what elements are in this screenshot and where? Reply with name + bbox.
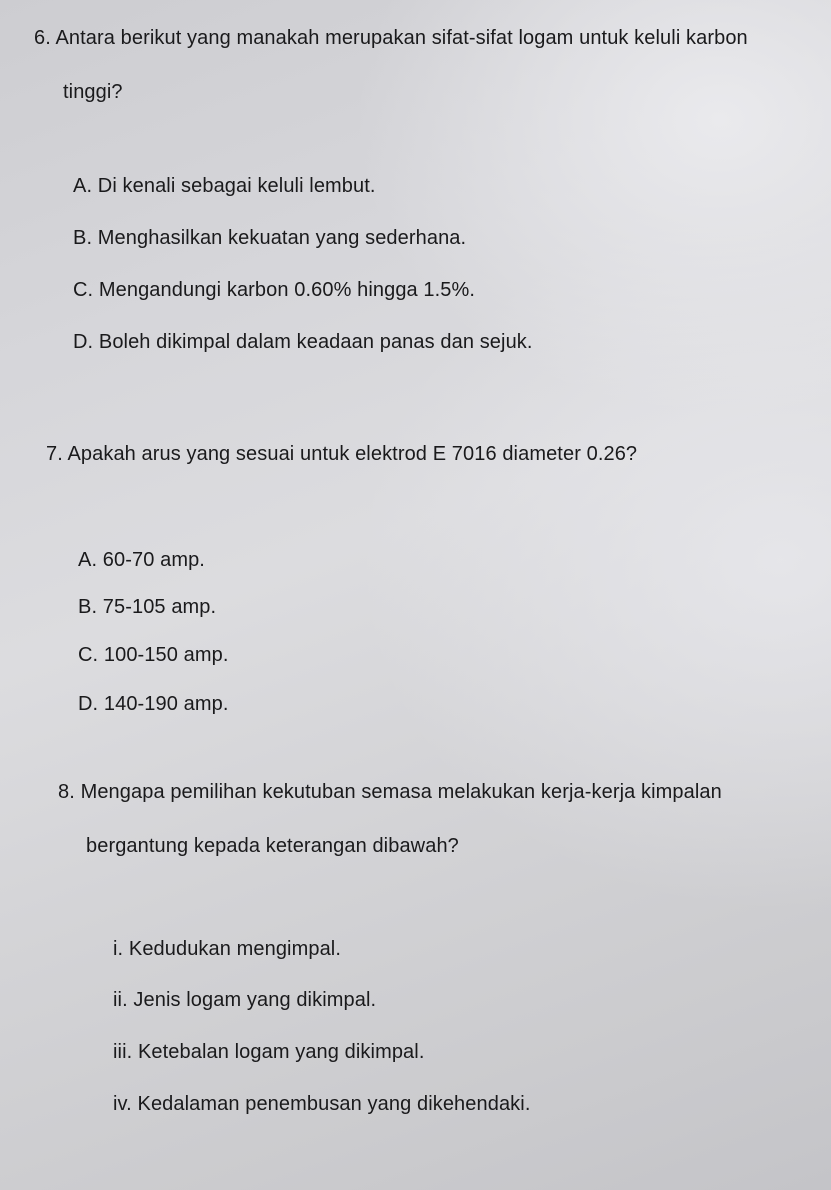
question-8-statement-ii (113, 988, 376, 1012)
option-letter: B. (78, 596, 98, 618)
option-text: 100-150 amp. (103, 644, 229, 666)
option-letter: A. (78, 549, 98, 571)
statement-label: iii. (113, 1041, 133, 1063)
question-text: bergantung kepada keterangan dibawah? (86, 835, 459, 857)
question-text: Antara berikut yang manakah merupakan sifat-sifat logam untuk keluli karbon (55, 27, 748, 49)
option-text: 140-190 amp. (103, 693, 229, 715)
option-letter: C. (78, 644, 99, 666)
option-letter: D. (78, 693, 99, 715)
question-6-option-b (73, 226, 466, 250)
question-6-option-c (73, 278, 475, 302)
statement-label: iv. (113, 1093, 132, 1115)
question-7-stem (46, 442, 637, 466)
statement-text: Kedudukan mengimpal. (128, 938, 342, 960)
statement-label: i. (113, 938, 124, 960)
option-letter: C. (73, 279, 94, 301)
question-text: Apakah arus yang sesuai untuk elektrod E 7016 diameter 0.26? (67, 443, 638, 465)
question-8-statement-i (113, 937, 341, 961)
option-letter: D. (73, 331, 94, 353)
option-letter: B. (73, 227, 93, 249)
question-8-stem-continued (86, 834, 459, 858)
question-6-option-a (73, 174, 376, 198)
statement-text: Kedalaman penembusan yang dikehendaki. (137, 1093, 531, 1115)
option-text: 75-105 amp. (102, 596, 217, 618)
statement-label: ii. (113, 989, 128, 1011)
question-number: 8. (58, 781, 75, 803)
question-7-option-b (78, 595, 216, 619)
question-8-stem (58, 780, 722, 804)
option-text: Menghasilkan kekuatan yang sederhana. (97, 227, 467, 249)
option-letter: A. (73, 175, 93, 197)
statement-text: Ketebalan logam yang dikimpal. (137, 1041, 425, 1063)
statement-text: Jenis logam yang dikimpal. (133, 989, 377, 1011)
option-text: Boleh dikimpal dalam keadaan panas dan sejuk. (98, 331, 533, 353)
question-7-option-a (78, 548, 205, 572)
question-7-option-d (78, 692, 229, 716)
question-text: tinggi? (63, 81, 123, 103)
question-6-stem-continued (63, 80, 123, 104)
option-text: Mengandungi karbon 0.60% hingga 1.5%. (98, 279, 476, 301)
question-number: 7. (46, 443, 63, 465)
option-text: 60-70 amp. (102, 549, 205, 571)
question-number: 6. (34, 27, 51, 49)
question-8-statement-iii (113, 1040, 424, 1064)
question-7-option-c (78, 643, 229, 667)
question-8-statement-iv (113, 1092, 530, 1116)
question-6-option-d (73, 330, 533, 354)
question-6-stem (34, 26, 748, 50)
option-text: Di kenali sebagai keluli lembut. (97, 175, 376, 197)
question-text: Mengapa pemilihan kekutuban semasa melakukan kerja-kerja kimpalan (80, 781, 722, 803)
